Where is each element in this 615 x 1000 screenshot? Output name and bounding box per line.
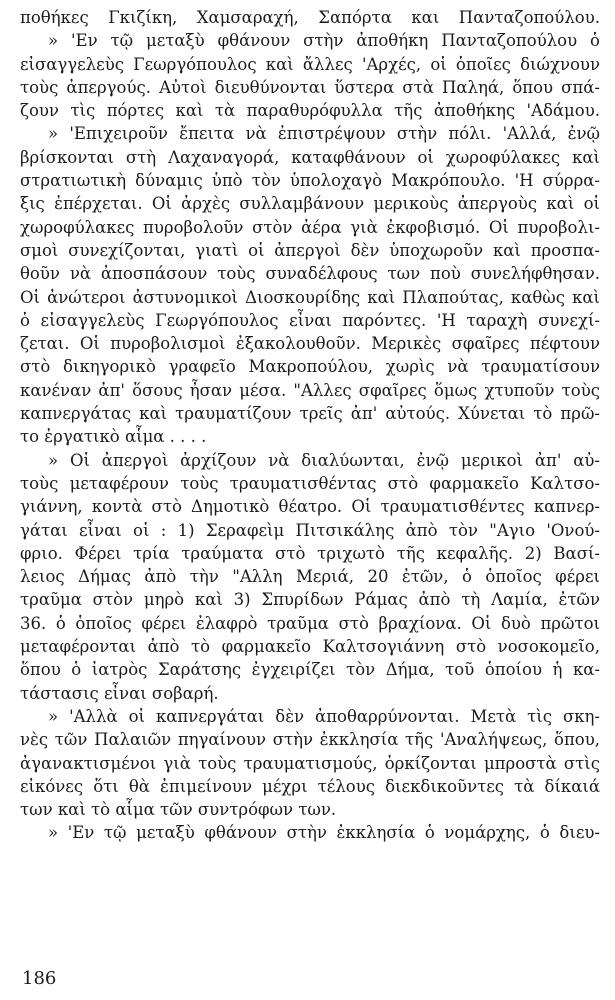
- text-line: ξις ἐπέρχεται. Οἱ ἀρχὲς συλλαμβάνουν μερικοὺς ἀπεργοὺς καὶ οἱ: [20, 194, 600, 214]
- text-line: κανέναν ἀπ' ὅσους ἦσαν μέσα. "Αλλες σφαῖρες ὅμως χτυποῦν τοὺς: [20, 380, 600, 400]
- text-line: τοὺς ἀπεργούς. Αὐτοὶ διευθύνονται ὕστερα στὰ Παληά, ὅπου σπά-: [20, 77, 600, 97]
- text-line: νὲς τῶν Παλαιῶν πηγαίνουν στὴν ἐκκλησία τῆς 'Αναλήψεως, ὅπου,: [20, 730, 600, 750]
- text-line: χωροφύλακες πυροβολοῦν στὸν ἀέρα γιὰ ἐκφοβισμό. Οἱ πυροβολι-: [20, 217, 600, 237]
- text-line: ὁ εἰσαγγελεὺς Γεωργόπουλος εἶναι παρόντες. 'Η ταραχὴ συνεχί-: [20, 310, 600, 330]
- text-line: » 'Εν τῷ μεταξὺ φθάνουν στὴν ἀποθήκη Πανταζοπούλου ὁ: [48, 31, 600, 51]
- text-line: » 'Εν τῷ μεταξὺ φθάνουν στὴν ἐκκλησία ὁ νομάρχης, ὁ διευ-: [48, 823, 600, 843]
- text-line: φριο. Φέρει τρία τραύματα στὸ τριχωτὸ τῆς κεφαλῆς. 2) Βασί-: [20, 543, 600, 563]
- text-line: θοῦν νὰ ἀποσπάσουν τοὺς συναδέλφους των ποὺ συνελήφθησαν.: [20, 264, 600, 284]
- text-line: Οἱ ἀνώτεροι ἀστυνομικοὶ Διοσκουρίδης καὶ Πλαπούτας, καθὼς καὶ: [20, 287, 600, 307]
- text-line: τάστασις εἶναι σοβαρή.: [20, 683, 219, 703]
- text-line: των καὶ τὸ αἷμα τῶν συντρόφων των.: [20, 800, 337, 820]
- text-line: λειος Δήμας ἀπὸ τὴν "Αλλη Μεριά, 20 ἐτῶν, ὁ ὁποῖος φέρει: [20, 567, 600, 587]
- text-line: στρατιωτικὴ δύναμις ὑπὸ τὸν ὑπολοχαγὸ Μακρόπουλο. 'Η σύρρα-: [20, 171, 600, 191]
- text-line: τραῦμα στὸν μηρὸ καὶ 3) Σπυρίδων Ράμας ἀπὸ τὴ Λαμία, ἐτῶν: [20, 590, 600, 610]
- text-line: στὸ δικηγορικὸ γραφεῖο Μακροπούλου, χωρὶς νὰ τραυματίσουν: [20, 357, 600, 377]
- text-line: καπνεργάτας καὶ τραυματίζουν τρεῖς ἀπ' αὐτούς. Χύνεται τὸ πρῶ-: [20, 404, 600, 424]
- text-line: γιάννη, κοντὰ στὸ Δημοτικὸ θέατρο. Οἱ τραυματισθέντες καπνερ-: [20, 497, 600, 517]
- text-line: » Οἱ ἀπεργοὶ ἀρχίζουν νὰ διαλύωνται, ἐνῷ μερικοὶ ἀπ' αὐ-: [48, 450, 600, 470]
- text-line: ζεται. Οἱ πυροβολισμοὶ ἐξακολουθοῦν. Μερικὲς σφαῖρες πέφτουν: [20, 334, 600, 354]
- text-line: μεταφέρονται ἀπὸ τὸ φαρμακεῖο Καλτσογιάννη στὸ νοσοκομεῖο,: [20, 637, 600, 657]
- text-line: » 'Αλλὰ οἱ καπνεργάται δὲν ἀποθαρρύνονται. Μετὰ τὶς σκη-: [48, 706, 600, 726]
- text-line: ζουν τὶς πόρτες καὶ τὰ παραθυρόφυλλα τῆς ἀποθήκης 'Αδάμου.: [20, 101, 600, 121]
- text-line: εἰκόνες ὅτι θὰ ἐπιμείνουν μέχρι τέλους διεκδικοῦντες τὰ δίκαιά: [20, 776, 600, 796]
- text-line: γάται εἶναι οἱ : 1) Σεραφεὶμ Πιτσικάλης ἀπὸ τὸν "Αγιο 'Ονού-: [20, 520, 600, 540]
- text-line: ὅπου ὁ ἰατρὸς Σαράτσης ἐγχειρίζει τὸν Δήμα, τοῦ ὁποίου ἡ κα-: [20, 660, 600, 680]
- text-line: βρίσκονται στὴ Λαχαναγορά, καταφθάνουν οἱ χωροφύλακες καὶ: [20, 147, 600, 167]
- text-line: εἰσαγγελεὺς Γεωργόπουλος καὶ ἄλλες 'Αρχές, οἱ ὁποῖες διώχνουν: [20, 54, 600, 74]
- text-line: ποθήκες Γκιζίκη, Χαμσαραχή, Σαπόρτα και Πανταζοπούλου.: [20, 8, 600, 27]
- text-line: ἀγανακτισμένοι γιὰ τοὺς τραυματισμούς, ὁρκίζονται μπροστὰ στὶς: [20, 753, 600, 773]
- page-number: 186: [22, 968, 57, 989]
- text-line: » 'Επιχειροῦν ἔπειτα νὰ ἐπιστρέψουν στὴν πόλι. 'Αλλά, ἐνῷ: [48, 124, 600, 144]
- text-line: 36. ὁ ὁποῖος φέρει ἐλαφρὸ τραῦμα στὸ βραχίονα. Οἱ δυὸ πρῶτοι: [20, 613, 600, 633]
- text-line: σμοὶ συνεχίζονται, γιατὶ οἱ ἀπεργοὶ δὲν ὑποχωροῦν καὶ προσπα-: [20, 240, 600, 260]
- page-body-text: [20, 6, 600, 845]
- text-line: τοὺς μεταφέρουν τοὺς τραυματισθέντας στὸ φαρμακεῖο Καλτσο-: [20, 473, 600, 493]
- text-line: το ἐργατικὸ αἷμα . . . .: [20, 427, 207, 447]
